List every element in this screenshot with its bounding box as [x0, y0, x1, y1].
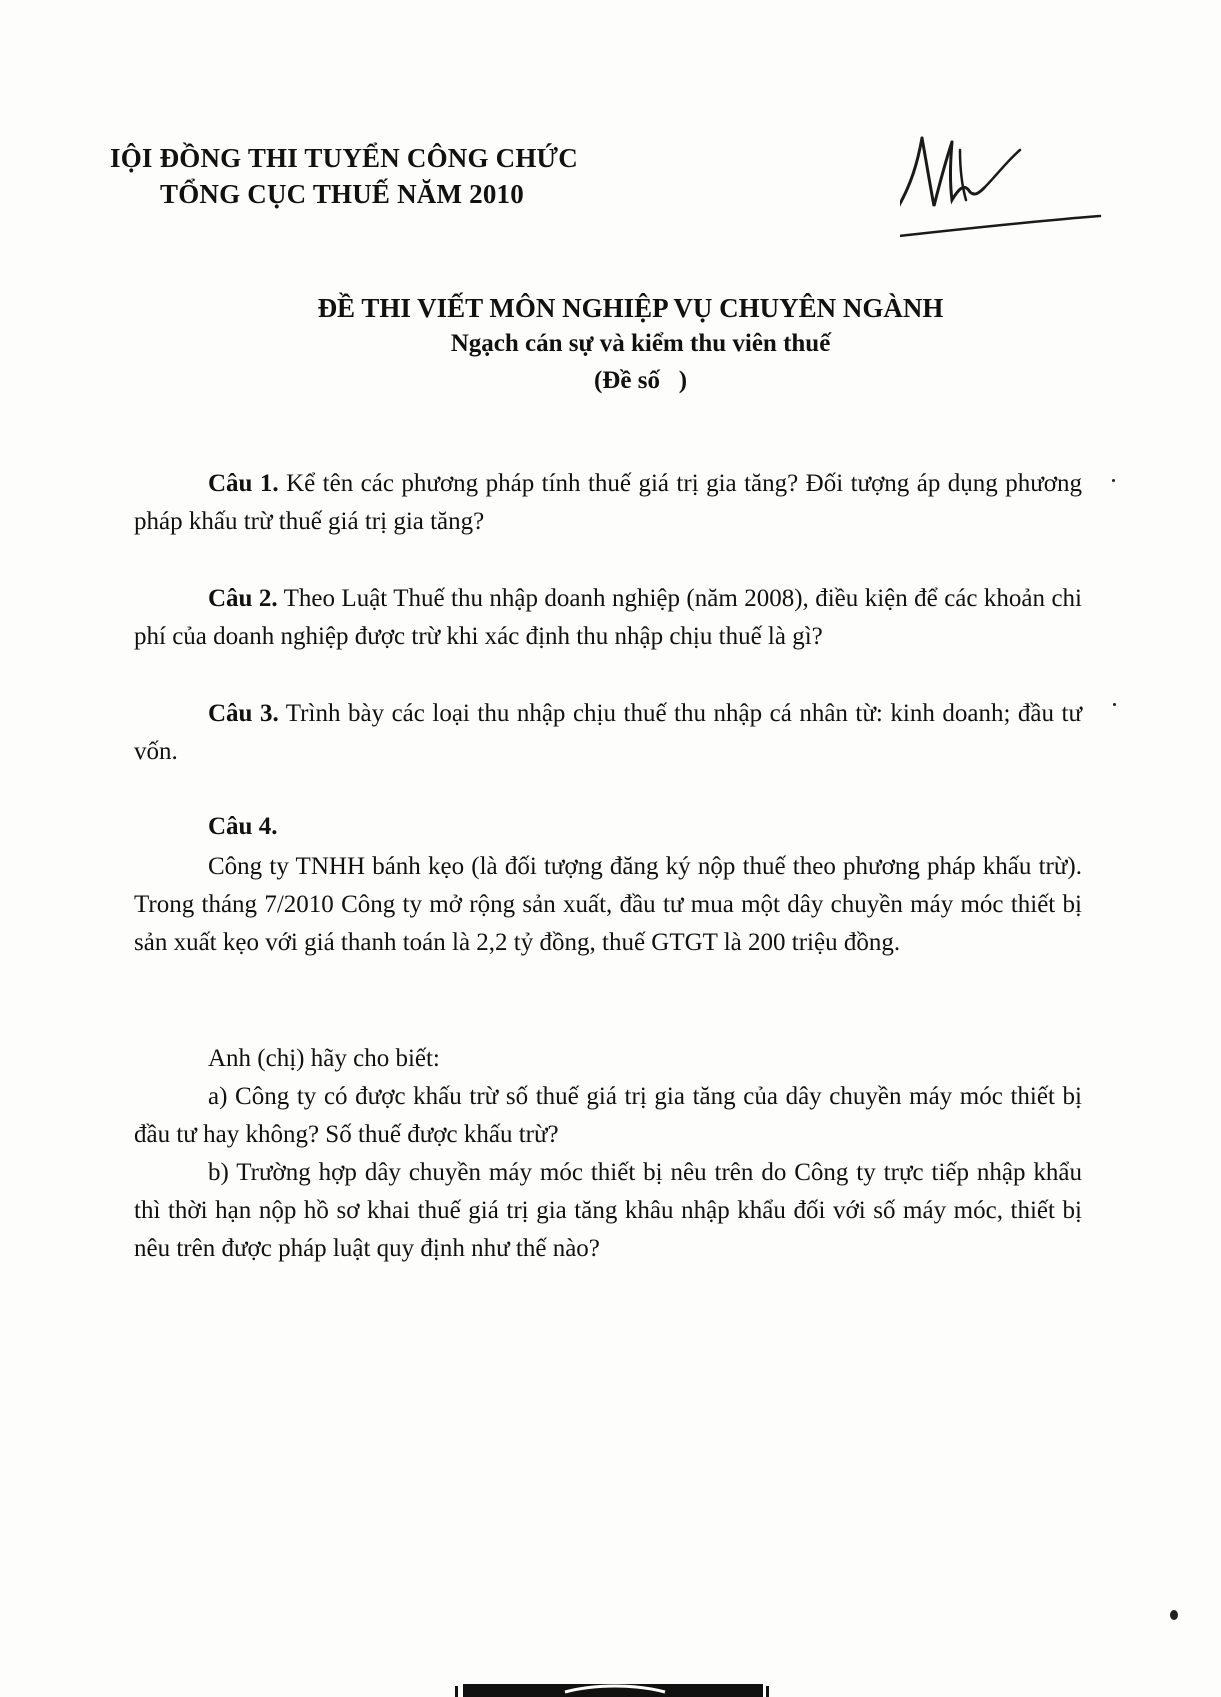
scan-edge-mark: [455, 1682, 770, 1697]
org-line-1: IỘI ĐỒNG THI TUYỂN CÔNG CHỨC: [110, 143, 578, 173]
scan-speck: [1113, 703, 1116, 706]
org-line-2: TỔNG CỤC THUẾ NĂM 2010: [160, 179, 524, 209]
question-1: [134, 465, 1082, 541]
exam-title-block: [0, 290, 1221, 400]
question-4-tasks: [134, 1040, 1082, 1268]
question-4-paragraph: Công ty TNHH bánh kẹo (là đối tượng đăng ký nộp thuế theo phương pháp khấu trừ). Trong tháng 7/2010 Công ty mở rộng sản xuất, đầu tư mua một dây chuyền máy móc thiết bị sản xuất kẹo với giá thanh toán là 2,2 tỷ đồng, thuế GTGT là 200 triệu đồng.: [134, 853, 1082, 956]
question-4-label: Câu 4.: [208, 813, 278, 840]
exam-title: ĐỀ THI VIẾT MÔN NGHIỆP VỤ CHUYÊN NGÀNH: [317, 293, 944, 323]
task-a: a) Công ty có được khấu trừ số thuế giá trị gia tăng của dây chuyền máy móc thiết bị đầu tư hay không? Số thuế được khấu trừ?: [134, 1083, 1082, 1148]
signature-mark: [900, 130, 1200, 280]
question-4: [134, 808, 1082, 962]
task-b: b) Trường hợp dây chuyền máy móc thiết bị nêu trên do Công ty trực tiếp nhập khẩu thì thời hạn nộp hồ sơ khai thuế giá trị gia tăng khâu nhập khẩu đối với số máy móc, thiết bị nêu trên được pháp luật quy định như thế nào?: [134, 1159, 1082, 1262]
question-1-label: Câu 1.: [208, 470, 279, 497]
exam-subtitle: Ngạch cán sự và kiểm thu viên thuế: [450, 330, 831, 357]
question-2-text: Theo Luật Thuế thu nhập doanh nghiệp (năm 2008), điều kiện để các khoản chi phí của doanh nghiệp được trừ khi xác định thu nhập chịu thuế là gì?: [134, 585, 1082, 650]
question-2-label: Câu 2.: [208, 585, 278, 612]
question-3: [134, 695, 1082, 771]
scan-speck: [1112, 479, 1115, 482]
exam-code: (Đề số ): [593, 367, 688, 394]
question-1-text: Kể tên các phương pháp tính thuế giá trị gia tăng? Đối tượng áp dụng phương pháp khấu trừ thuế giá trị gia tăng?: [134, 470, 1082, 535]
question-3-label: Câu 3.: [208, 700, 279, 727]
scan-speck: [1170, 1610, 1178, 1620]
tasks-lead: Anh (chị) hãy cho biết:: [208, 1045, 440, 1072]
organization-header: [110, 140, 578, 212]
question-2: [134, 580, 1082, 656]
question-3-text: Trình bày các loại thu nhập chịu thuế thu nhập cá nhân từ: kinh doanh; đầu tư vốn.: [134, 700, 1083, 765]
